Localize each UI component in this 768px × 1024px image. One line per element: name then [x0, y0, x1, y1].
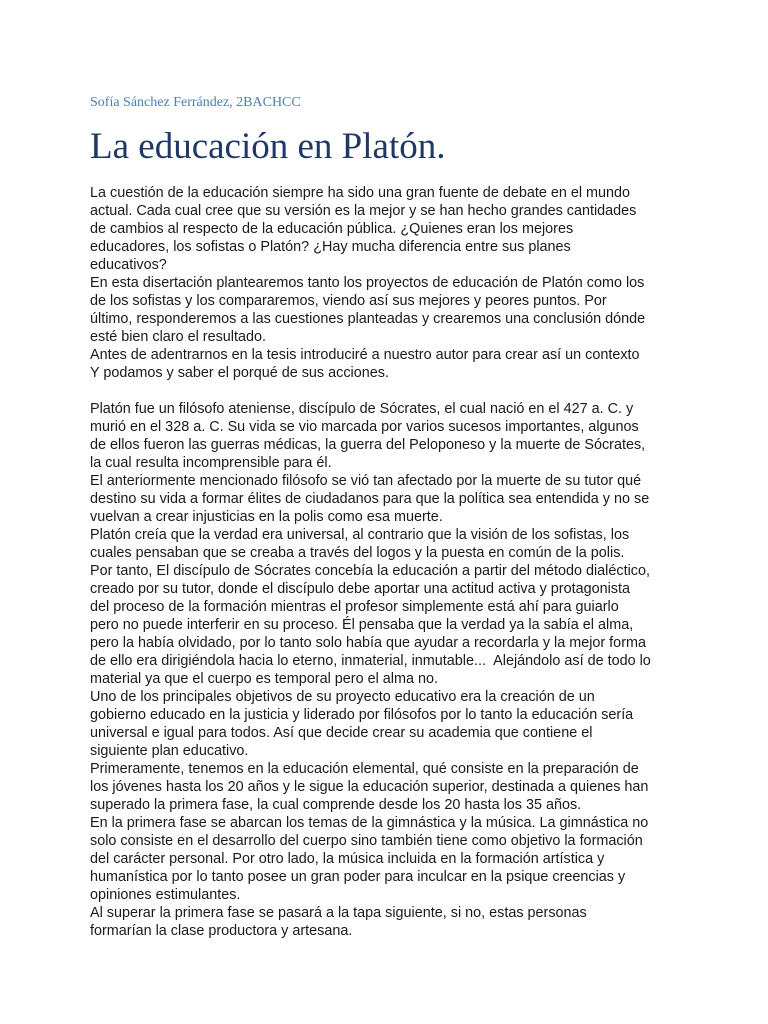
body-line: pero la había olvidado, por lo tanto solo había que ayudar a recordarla y la mejor forma — [90, 635, 646, 651]
document-page — [90, 94, 690, 940]
body-line: Primeramente, tenemos en la educación elemental, qué consiste en la preparación de — [90, 761, 639, 777]
body-line: educadores, los sofistas o Platón? ¿Hay mucha diferencia entre sus planes — [90, 239, 571, 255]
body-line: de ello era dirigiéndola hacia lo eterno, inmaterial, inmutable... Alejándolo así de todo lo — [90, 653, 651, 669]
body-line: la cual resulta incomprensible para él. — [90, 455, 332, 471]
body-line: En la primera fase se abarcan los temas de la gimnástica y la música. La gimnástica no — [90, 815, 649, 831]
body-line: universal e igual para todos. Así que decide crear su academia que contiene el — [90, 725, 593, 741]
body-line: murió en el 328 a. C. Su vida se vio marcada por varios sucesos importantes, algunos — [90, 419, 639, 435]
body-line: Al superar la primera fase se pasará a la tapa siguiente, si no, estas personas — [90, 905, 587, 921]
blank-line — [90, 382, 690, 400]
author-line: Sofía Sánchez Ferrández, 2BACHCC — [90, 95, 301, 110]
body-line: humanística por lo tanto posee un gran poder para inculcar en la psique creencias y — [90, 869, 626, 885]
body-line: superado la primera fase, la cual comprende desde los 20 hasta los 35 años. — [90, 797, 582, 813]
body-line: En esta disertación plantearemos tanto los proyectos de educación de Platón como los — [90, 275, 645, 291]
body-line: los jóvenes hasta los 20 años y le sigue la educación superior, destinada a quienes han — [90, 779, 649, 795]
body-line: pero no puede interferir en su proceso. Él pensaba que la verdad ya la sabía el alma, — [90, 617, 634, 633]
body-line: Por tanto, El discípulo de Sócrates concebía la educación a partir del método dialéctico, — [90, 563, 650, 579]
document-body — [90, 184, 690, 940]
body-line: Y podamos y saber el porqué de sus acciones. — [90, 365, 389, 381]
body-line: opiniones estimulantes. — [90, 887, 241, 903]
body-line: de los sofistas y los compararemos, viendo así sus mejores y peores puntos. Por — [90, 293, 607, 309]
body-line: gobierno educado en la justicia y liderado por filósofos por lo tanto la educación sería — [90, 707, 634, 723]
body-line: Antes de adentrarnos en la tesis introduciré a nuestro autor para crear así un contexto — [90, 347, 640, 363]
body-line: último, responderemos a las cuestiones planteadas y crearemos una conclusión dónde — [90, 311, 646, 327]
body-line: Uno de los principales objetivos de su proyecto educativo era la creación de un — [90, 689, 595, 705]
body-line: vuelvan a crear injusticias en la polis como esa muerte. — [90, 509, 443, 525]
body-line: del carácter personal. Por otro lado, la música incluida en la formación artística y — [90, 851, 605, 867]
document-title: La educación en Platón. — [90, 126, 446, 167]
body-line: cuales pensaban que se creaba a través del logos y la puesta en común de la polis. — [90, 545, 625, 561]
body-line: destino su vida a formar élites de ciudadanos para que la política sea entendida y no se — [90, 491, 650, 507]
body-line: de cambios al respecto de la educación pública. ¿Quienes eran los mejores — [90, 221, 574, 237]
body-line: solo consiste en el desarrollo del cuerpo sino también tiene como objetivo la formación — [90, 833, 643, 849]
body-line: material ya que el cuerpo es temporal pero el alma no. — [90, 671, 438, 687]
body-line: El anteriormente mencionado filósofo se vió tan afectado por la muerte de su tutor qué — [90, 473, 642, 489]
body-line: de ellos fueron las guerras médicas, la guerra del Peloponeso y la muerte de Sócrates, — [90, 437, 646, 453]
body-line: creado por su tutor, donde el discípulo debe aportar una actitud activa y protagonista — [90, 581, 630, 597]
body-line: siguiente plan educativo. — [90, 743, 249, 759]
body-line: formarían la clase productora y artesana. — [90, 923, 353, 939]
body-line: Platón fue un filósofo ateniense, discípulo de Sócrates, el cual nació en el 427 a. C. y — [90, 401, 634, 417]
body-line: esté bien claro el resultado. — [90, 329, 266, 345]
body-line: educativos? — [90, 257, 167, 273]
body-line: del proceso de la formación mientras el profesor simplemente está ahí para guiarlo — [90, 599, 619, 615]
body-line: actual. Cada cual cree que su versión es la mejor y se han hecho grandes cantidades — [90, 203, 637, 219]
body-line: Platón creía que la verdad era universal, al contrario que la visión de los sofistas, los — [90, 527, 630, 543]
body-line: La cuestión de la educación siempre ha sido una gran fuente de debate en el mundo — [90, 185, 631, 201]
